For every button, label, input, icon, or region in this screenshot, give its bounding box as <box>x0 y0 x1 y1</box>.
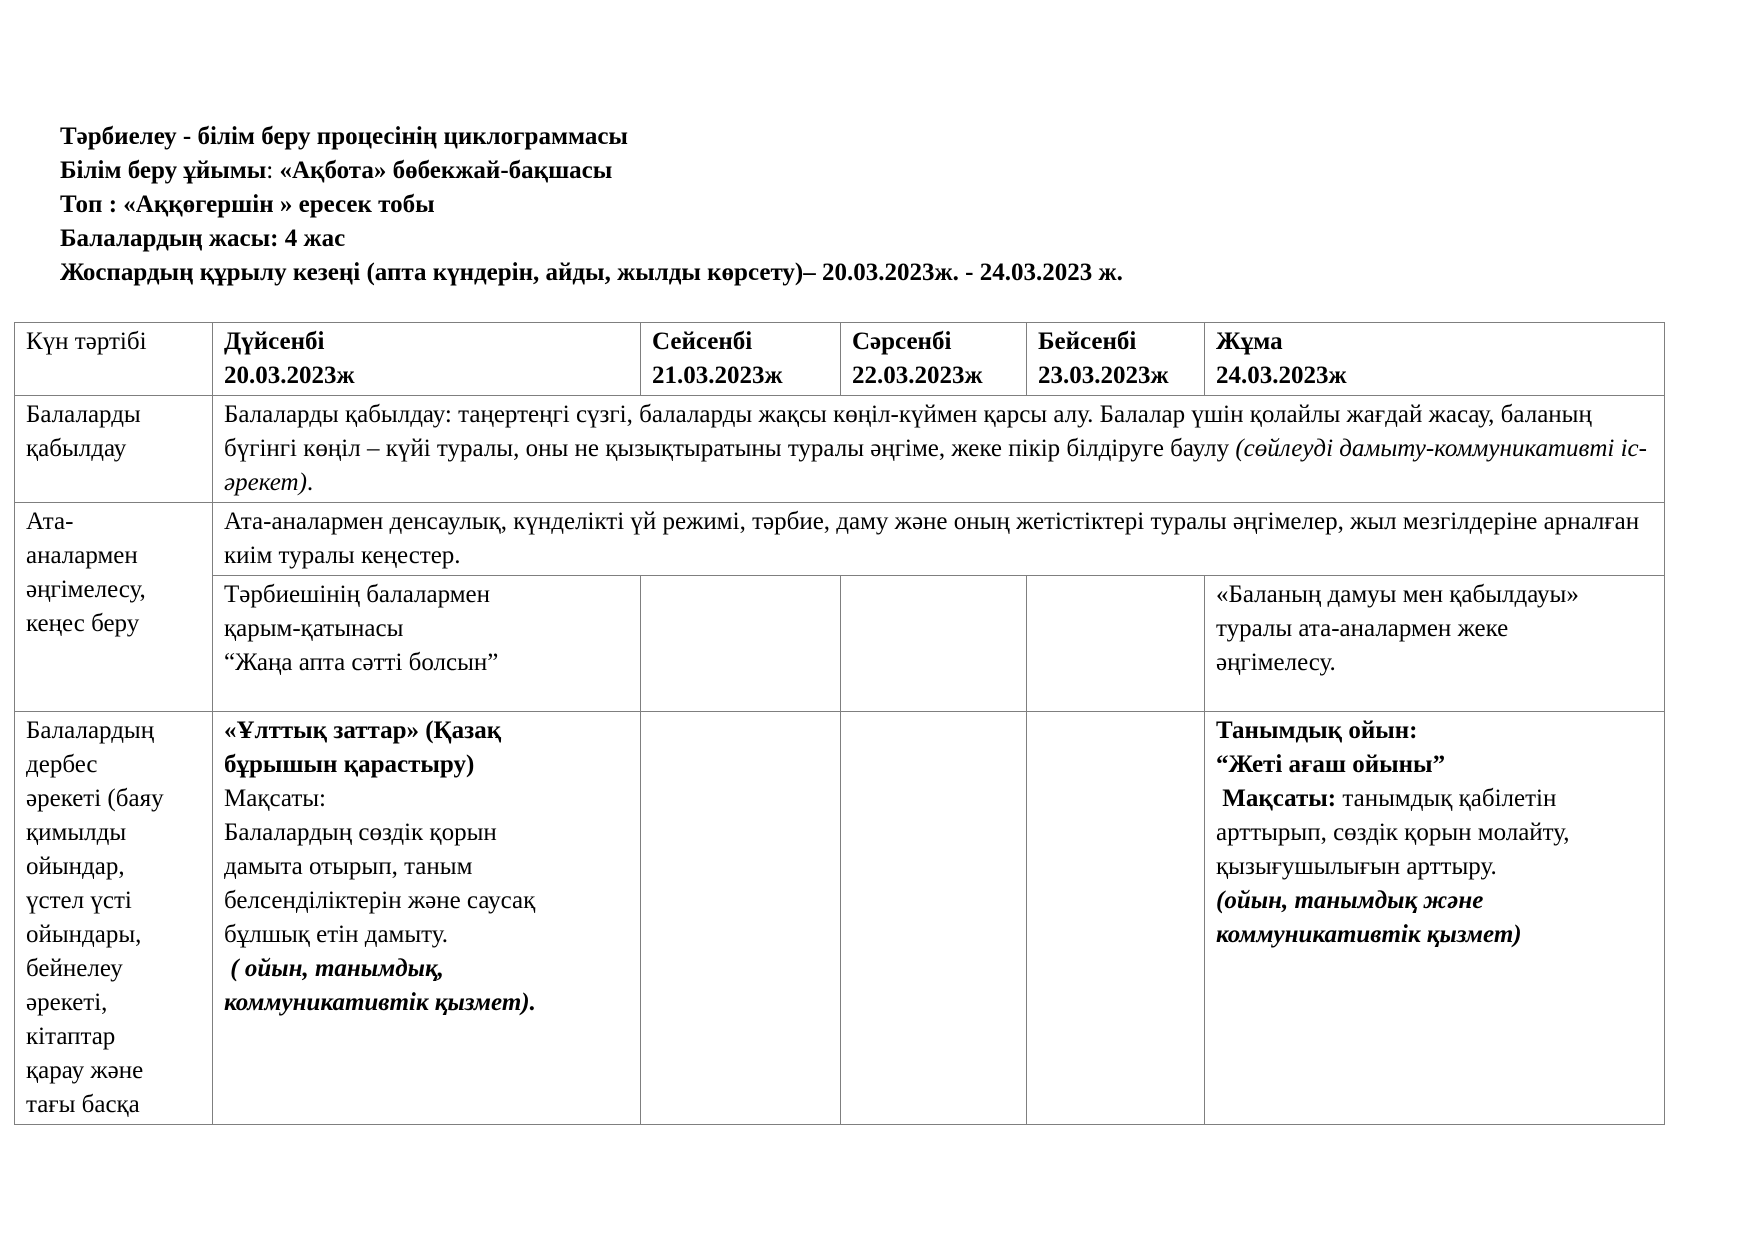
day-header-friday <box>1205 323 1665 396</box>
goal-label: Мақсаты: <box>224 785 326 812</box>
activity-title: бұрышын қарастыру) <box>224 751 475 778</box>
goal-label: Мақсаты: <box>1216 785 1337 812</box>
day-header-monday <box>213 323 641 396</box>
table-row-reception <box>15 396 1665 503</box>
day-name: Жұма <box>1216 328 1283 355</box>
parents-friday-cell: «Баланың дамуы мен қабылдауы» туралы ата-аналармен жеке әңгімелесу. <box>1205 576 1665 712</box>
table-row-parents-days <box>15 576 1665 712</box>
organization-line <box>60 154 1123 188</box>
activity-note: ( ойын, танымдық, <box>224 955 444 982</box>
table-row-parents-general <box>15 503 1665 576</box>
day-name: Дүйсенбі <box>224 328 325 355</box>
day-name: Бейсенбі <box>1038 328 1137 355</box>
day-name: Сейсенбі <box>652 328 753 355</box>
row-label-parents: Ата- аналармен әңгімелесу, кеңес беру <box>15 503 213 712</box>
document-title: Тәрбиелеу - білім беру процесінің циклограммасы <box>60 123 628 150</box>
day-date: 22.03.2023ж <box>852 362 983 389</box>
activity-tuesday-cell <box>641 712 841 1125</box>
corner-cell: Күн тәртібі <box>15 323 213 396</box>
parents-wednesday-cell <box>841 576 1027 712</box>
group-line: Топ : «Аққөгершін » ересек тобы <box>60 191 435 218</box>
activity-title: Танымдық ойын: <box>1216 717 1418 744</box>
day-header-wednesday <box>841 323 1027 396</box>
activity-wednesday-cell <box>841 712 1027 1125</box>
activity-note: коммуникативтік қызмет) <box>1216 921 1522 948</box>
age-line: Балалардың жасы: 4 жас <box>60 225 346 252</box>
activity-monday-cell: «Ұлттық заттар» (Қазақ бұрышын қарастыру) Мақсаты: Балалардың сөздік қорын дамыта отырып, таным белсенділіктерін және саусақ бұлшық етін дамыту. ( ойын, танымдық, коммуникативтік қызмет). <box>213 712 641 1125</box>
activity-friday-cell: Танымдық ойын: “Жеті ағаш ойыны” Мақсаты: танымдық қабілетін арттырып, сөздік қорын молайту, қызығушылығын арттыру. (ойын, танымдық және коммуникативтік қызмет) <box>1205 712 1665 1125</box>
parents-monday-cell: Тәрбиешінің балалармен қарым-қатынасы “Жаңа апта сәтті болсын” <box>213 576 641 712</box>
row-label-reception: Балаларды қабылдау <box>15 396 213 503</box>
schedule-table <box>14 322 1665 1125</box>
activity-note: (ойын, танымдық және <box>1216 887 1484 914</box>
document-header <box>60 120 1123 290</box>
parents-thursday-cell <box>1027 576 1205 712</box>
reception-description: Балаларды қабылдау: таңертеңгі сүзгі, балаларды жақсы көңіл-күймен қарсы алу. Балалар үшін қолайлы жағдай жасау, баланың бүгінгі көңіл – күйі туралы, оны не қызықтыратыны туралы әңгіме, жеке пікір білдіруге баулу (сөйлеуді дамыту-коммуникативті іс-әрекет). <box>213 396 1665 503</box>
reception-activity-note: (сөйлеуді дамыту-коммуникативті іс-әрекет) <box>224 435 1647 496</box>
day-date: 21.03.2023ж <box>652 362 783 389</box>
period-line: Жоспардың құрылу кезеңі (апта күндерін, айды, жылды көрсету)– 20.03.2023ж. - 24.03.2023 ж. <box>60 259 1123 286</box>
activity-title: «Ұлттық заттар» (Қазақ <box>224 717 502 744</box>
day-header-tuesday <box>641 323 841 396</box>
organization-label: Білім беру ұйымы <box>60 157 267 184</box>
day-header-thursday <box>1027 323 1205 396</box>
parents-description: Ата-аналармен денсаулық, күнделікті үй режимі, тәрбие, даму және оның жетістіктері туралы әңгімелер, жыл мезгілдеріне арналған киім туралы кеңестер. <box>213 503 1665 576</box>
day-date: 20.03.2023ж <box>224 362 355 389</box>
activity-note: коммуникативтік қызмет). <box>224 989 536 1016</box>
activity-title: “Жеті ағаш ойыны” <box>1216 751 1446 778</box>
activity-thursday-cell <box>1027 712 1205 1125</box>
day-name: Сәрсенбі <box>852 328 952 355</box>
organization-value: «Ақбота» бөбекжай-бақшасы <box>279 157 613 184</box>
row-label-independent-activity: Балалардың дербес әрекеті (баяу қимылды ойындар, үстел үсті ойындары, бейнелеу әрекеті, кітаптар қарау және тағы басқа <box>15 712 213 1125</box>
parents-tuesday-cell <box>641 576 841 712</box>
organization-separator: : <box>266 157 274 184</box>
day-date: 23.03.2023ж <box>1038 362 1169 389</box>
table-row-independent-activity <box>15 712 1665 1125</box>
table-header-row <box>15 323 1665 396</box>
day-date: 24.03.2023ж <box>1216 362 1347 389</box>
